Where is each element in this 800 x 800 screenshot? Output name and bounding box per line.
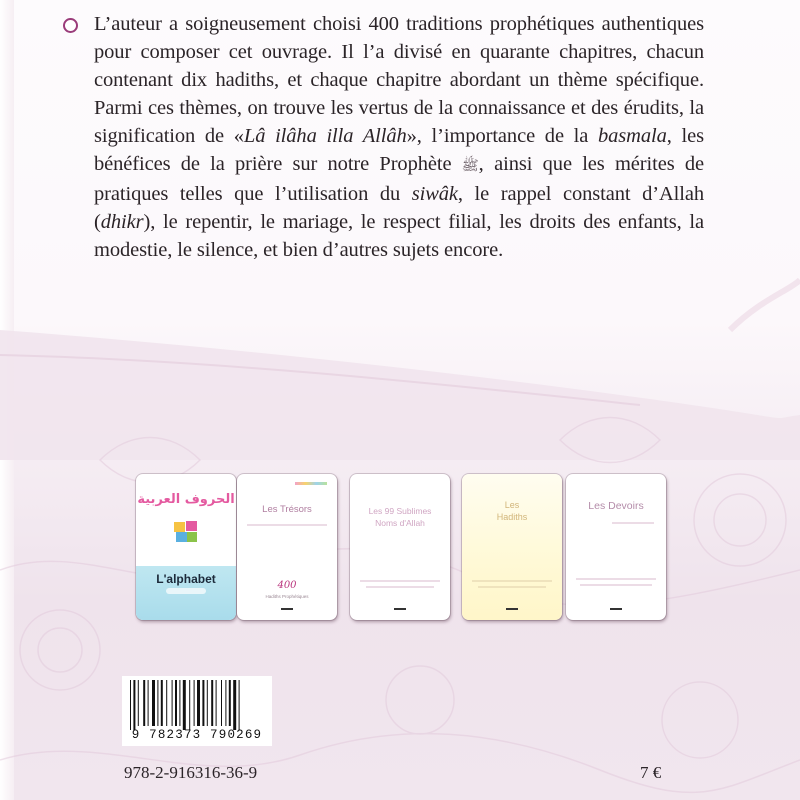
book-rule (576, 578, 656, 580)
book-thumbnail-hadiths (462, 474, 562, 620)
book-thumbnail-noms (350, 474, 450, 620)
book-rule (366, 586, 434, 588)
description-text-1: L’auteur a soigneusement choisi 400 traditions prophétiques authentiques pour composer cet ouvrage. Il l’a divisé en quarante chapitres, chacun contenant dix hadiths, et chaque chapitre abordant un thème spécifique. Parmi ces thèmes, on trouve les vertus de la connaissance et des érudits, la signification de « (94, 13, 704, 147)
barcode-bar (152, 680, 155, 726)
barcode-digits: 9 782373 790269 (131, 728, 263, 742)
book-title: Les (504, 500, 520, 510)
barcode (122, 676, 272, 746)
barcode-bar (183, 680, 186, 730)
book-title: Les Devoirs (588, 500, 644, 512)
barcode-bar (133, 680, 135, 730)
description-text-2: », l’importance de la (406, 125, 598, 147)
description-italic-3: siwâk (411, 183, 458, 205)
barcode-bar (189, 680, 190, 730)
description-italic-2: basmala (597, 125, 667, 147)
book-rule (360, 580, 440, 582)
color-stripe (295, 482, 327, 485)
book-rule (478, 586, 546, 588)
barcode-bar (148, 680, 149, 726)
barcode-bar (161, 680, 163, 726)
barcode-bar (157, 680, 158, 726)
price-label: 7 € (640, 763, 662, 782)
book-title: Les 99 Sublimes (368, 506, 432, 516)
book-number: 400 (277, 580, 297, 591)
barcode-bar (172, 680, 173, 726)
book-rule (612, 522, 654, 524)
letter-blocks-icon (173, 520, 199, 544)
book-arabic-title: الحروف العربية (137, 492, 235, 507)
book-title: Les Trésors (262, 504, 312, 515)
barcode-bar (216, 680, 217, 726)
publisher-mark (281, 608, 293, 610)
description-text-5: , le rappel constant d’Allah ( (94, 183, 704, 233)
barcode-bar (197, 680, 200, 726)
description-italic-4: dhikr (100, 211, 144, 233)
book-subtitle: Hadiths (496, 512, 528, 522)
barcode-bar (143, 680, 145, 726)
book-subtitle: Noms d'Allah (375, 518, 425, 528)
barcode-bar (130, 680, 131, 730)
barcode-bar (221, 680, 222, 726)
description-italic-1: Lâ ilâha illa Allâh (243, 125, 407, 147)
publisher-mark (506, 608, 518, 610)
book-thumbnail-tresors (237, 474, 337, 620)
description-paragraph (94, 10, 704, 264)
barcode-bar (166, 680, 167, 726)
barcode-bar (138, 680, 139, 726)
barcode-bar (229, 680, 231, 726)
salawat-glyph: ﷺ (461, 158, 479, 174)
description-text-3: , les bénéfices de la prière sur notre Prophète (94, 125, 704, 175)
barcode-bar (175, 680, 177, 726)
barcode-bars (130, 680, 264, 730)
book-thumbnail-devoirs (566, 474, 666, 620)
barcode-bar (179, 680, 180, 726)
barcode-bar (202, 680, 204, 726)
description-text-6: ), le repentir, le mariage, le respect filial, les droits des enfants, la modestie, le silence, et bien d’autres sujets encore. (94, 211, 704, 261)
book-rule (472, 580, 552, 582)
book-rule (580, 584, 652, 586)
book-subtitle: Hadiths Prophétiques (265, 594, 309, 599)
description-text-4: , ainsi que les mérites de pratiques telles que l’utilisation du (94, 153, 704, 205)
barcode-bar (194, 680, 195, 726)
bullet-circle-icon (63, 18, 78, 33)
barcode-bar (233, 680, 236, 730)
book-thumbnail-alphabet (136, 474, 236, 620)
barcode-bar (207, 680, 208, 726)
book-title: L'alphabet (156, 572, 216, 586)
book-subtitle-bar (166, 588, 206, 594)
barcode-bar (225, 680, 226, 726)
isbn-number: 978-2-916316-36-9 (124, 763, 258, 782)
publisher-mark (394, 608, 406, 610)
barcode-bar (211, 680, 213, 726)
publisher-mark (610, 608, 622, 610)
book-rule (247, 524, 327, 526)
barcode-bar (239, 680, 240, 730)
